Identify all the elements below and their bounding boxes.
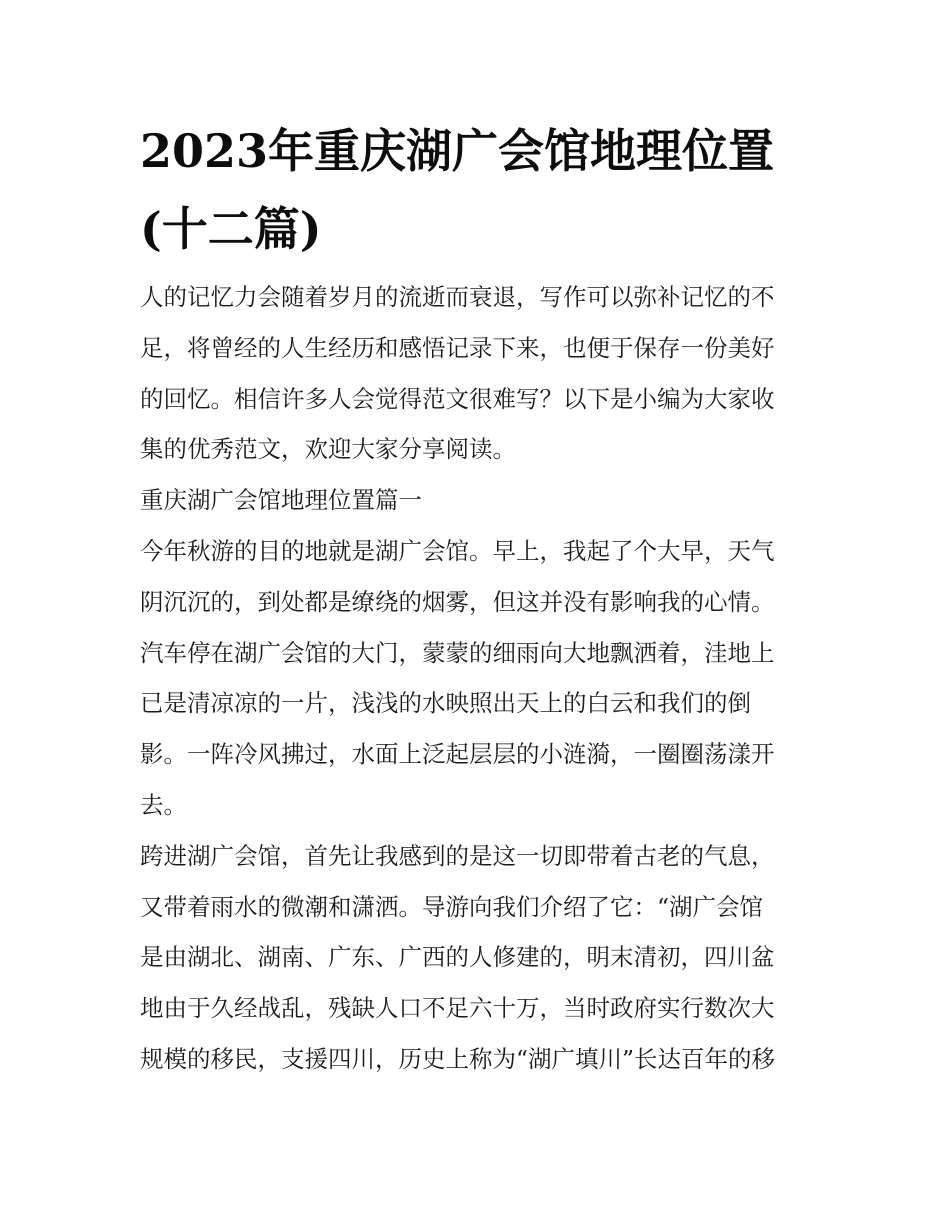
document-title	[140, 112, 812, 268]
paragraph-1-line-4: 已是清凉凉的一片，浅浅的水映照出天上的白云和我们的倒	[140, 689, 751, 718]
paragraph-1-line-3: 汽车停在湖广会馆的大门，蒙蒙的细雨向大地飘洒着，洼地上	[140, 638, 775, 667]
paragraph-2-line-2: 又带着雨水的微潮和潇洒。导游向我们介绍了它：“湖广会馆	[140, 892, 764, 921]
paragraph-2-line-3: 是由湖北、湖南、广东、广西的人修建的，明末清初，四川盆	[140, 943, 775, 972]
paragraph-1-line-2: 阴沉沉的，到处都是缭绕的烟雾，但这并没有影响我的心情。	[140, 587, 775, 616]
intro-line-3: 的回忆。相信许多人会觉得范文很难写？以下是小编为大家收	[140, 384, 775, 413]
paragraph-2-line-5: 规模的移民，支援四川，历史上称为“湖广填川”长达百年的移	[140, 1044, 776, 1073]
paragraph-1-line-1: 今年秋游的目的地就是湖广会馆。早上，我起了个大早，天气	[140, 536, 775, 565]
document-page	[140, 112, 812, 1085]
document-body	[140, 272, 812, 1085]
paragraph-2-line-4: 地由于久经战乱，残缺人口不足六十万，当时政府实行数次大	[140, 994, 775, 1023]
intro-line-2: 足，将曾经的人生经历和感悟记录下来，也便于保存一份美好	[140, 333, 775, 362]
paragraph-1-line-5: 影。一阵冷风拂过，水面上泛起层层的小涟漪，一圈圈荡漾开	[140, 740, 775, 769]
intro-line-4: 集的优秀范文，欢迎大家分享阅读。	[140, 435, 516, 464]
paragraph-2-line-1: 跨进湖广会馆，首先让我感到的是这一切即带着古老的气息，	[140, 841, 775, 870]
section-heading: 重庆湖广会馆地理位置篇一	[140, 486, 422, 515]
paragraph-1-line-6: 去。	[140, 790, 187, 819]
title-line-1: 2023年重庆湖广会馆地理位置	[140, 124, 775, 178]
title-line-2: (十二篇)	[140, 202, 322, 256]
intro-line-1: 人的记忆力会随着岁月的流逝而衰退，写作可以弥补记忆的不	[140, 283, 775, 311]
